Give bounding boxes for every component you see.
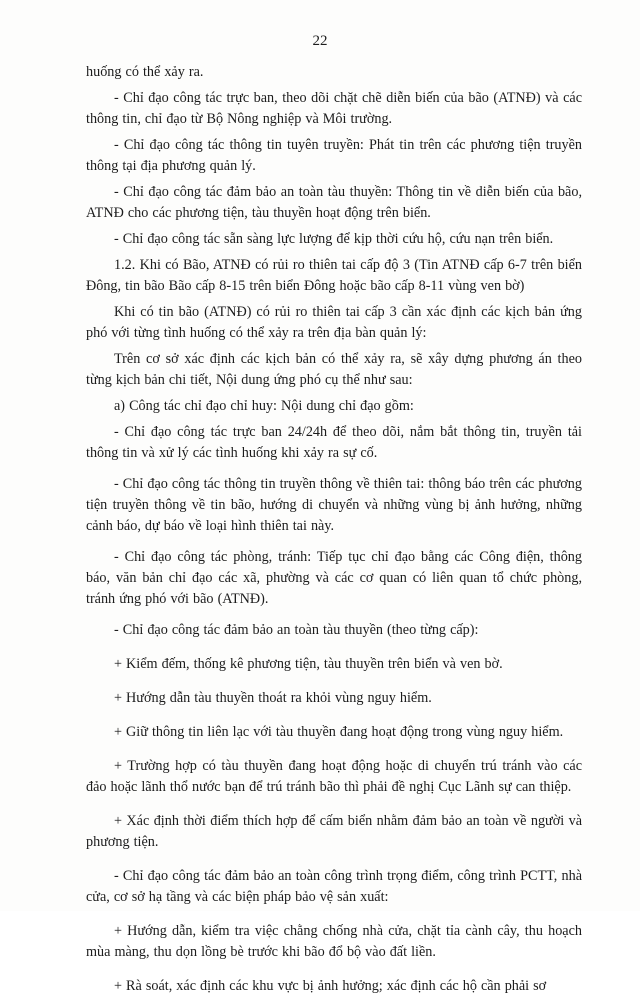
list-item: + Trường hợp có tàu thuyền đang hoạt động hoặc di chuyển trú tránh vào các đảo hoặc lãnh thổ nước bạn để trú tránh bão thì phải đề nghị Cục Lãnh sự can thiệp.: [86, 758, 582, 795]
list-item: + Kiểm đếm, thống kê phương tiện, tàu thuyền trên biển và ven bờ.: [114, 656, 503, 672]
paragraph: - Chỉ đạo công tác thông tin tuyên truyền: Phát tin trên các phương tiện truyền thông tại địa phương quản lý.: [86, 137, 582, 174]
paragraph: - Chỉ đạo công tác thông tin truyền thông về thiên tai: thông báo trên các phương tiện truyền thông về tin bão, hướng di chuyển và những vùng bị ảnh hưởng, những cảnh báo, dự báo về loại hình thiên tai này.: [86, 476, 582, 534]
subsection-heading: a) Công tác chỉ đạo chỉ huy: Nội dung chỉ đạo gồm:: [114, 398, 414, 414]
list-item: + Xác định thời điểm thích hợp để cấm biển nhằm đảm bảo an toàn về người và phương tiện.: [86, 813, 582, 850]
page-number: 22: [312, 33, 328, 49]
list-item: + Giữ thông tin liên lạc với tàu thuyền đang hoạt động trong vùng nguy hiểm.: [114, 724, 564, 740]
list-item: + Rà soát, xác định các khu vực bị ảnh hưởng; xác định các hộ cần phải sơ: [114, 978, 547, 994]
paragraph: - Chỉ đạo công tác trực ban, theo dõi chặt chẽ diễn biến của bão (ATNĐ) và các thông tin, chỉ đạo từ Bộ Nông nghiệp và Môi trường.: [86, 90, 582, 127]
paragraph: Khi có tin bão (ATNĐ) có rủi ro thiên tai cấp 3 cần xác định các kịch bản ứng phó với từng tình huống có thể xảy ra trên địa bàn quản lý:: [86, 304, 582, 341]
paragraph: - Chỉ đạo công tác đảm bảo an toàn công trình trọng điểm, công trình PCTT, nhà cửa, cơ sở hạ tầng và các biện pháp bảo vệ sản xuất:: [86, 868, 582, 905]
paragraph: - Chỉ đạo công tác sẵn sàng lực lượng để kịp thời cứu hộ, cứu nạn trên biển.: [114, 231, 554, 247]
list-item: + Hướng dẫn tàu thuyền thoát ra khỏi vùng nguy hiểm.: [114, 690, 432, 706]
paragraph: - Chỉ đạo công tác phòng, tránh: Tiếp tục chỉ đạo bằng các Công điện, thông báo, văn bản chỉ đạo các xã, phường và các cơ quan có liên quan tổ chức phòng, tránh ứng phó với bão (ATNĐ).: [86, 549, 582, 607]
list-item: + Hướng dẫn, kiểm tra việc chằng chống nhà cửa, chặt tỉa cành cây, thu hoạch mùa màng, thu dọn lồng bè trước khi bão đổ bộ vào đất liền.: [86, 923, 582, 960]
section-heading: 1.2. Khi có Bão, ATNĐ có rủi ro thiên tai cấp độ 3 (Tin ATNĐ cấp 6-7 trên biển Đông, tin bão Bão cấp 8-15 trên biển Đông hoặc bão cấp 8-11 vùng ven bờ): [86, 257, 582, 294]
paragraph: Trên cơ sở xác định các kịch bản có thể xảy ra, sẽ xây dựng phương án theo từng kịch bản chi tiết, Nội dung ứng phó cụ thể như sau:: [86, 351, 582, 388]
paragraph: - Chỉ đạo công tác đảm bảo an toàn tàu thuyền: Thông tin về diễn biến của bão, ATNĐ cho các phương tiện, tàu thuyền hoạt động trên biển.: [86, 184, 582, 221]
document-body: [86, 62, 582, 997]
paragraph: huống có thể xảy ra.: [86, 64, 204, 80]
paragraph: - Chỉ đạo công tác đảm bảo an toàn tàu thuyền (theo từng cấp):: [114, 622, 479, 638]
paragraph: - Chỉ đạo công tác trực ban 24/24h để theo dõi, nắm bắt thông tin, truyền tải thông tin và xử lý các tình huống khi xảy ra sự cố.: [86, 424, 582, 461]
